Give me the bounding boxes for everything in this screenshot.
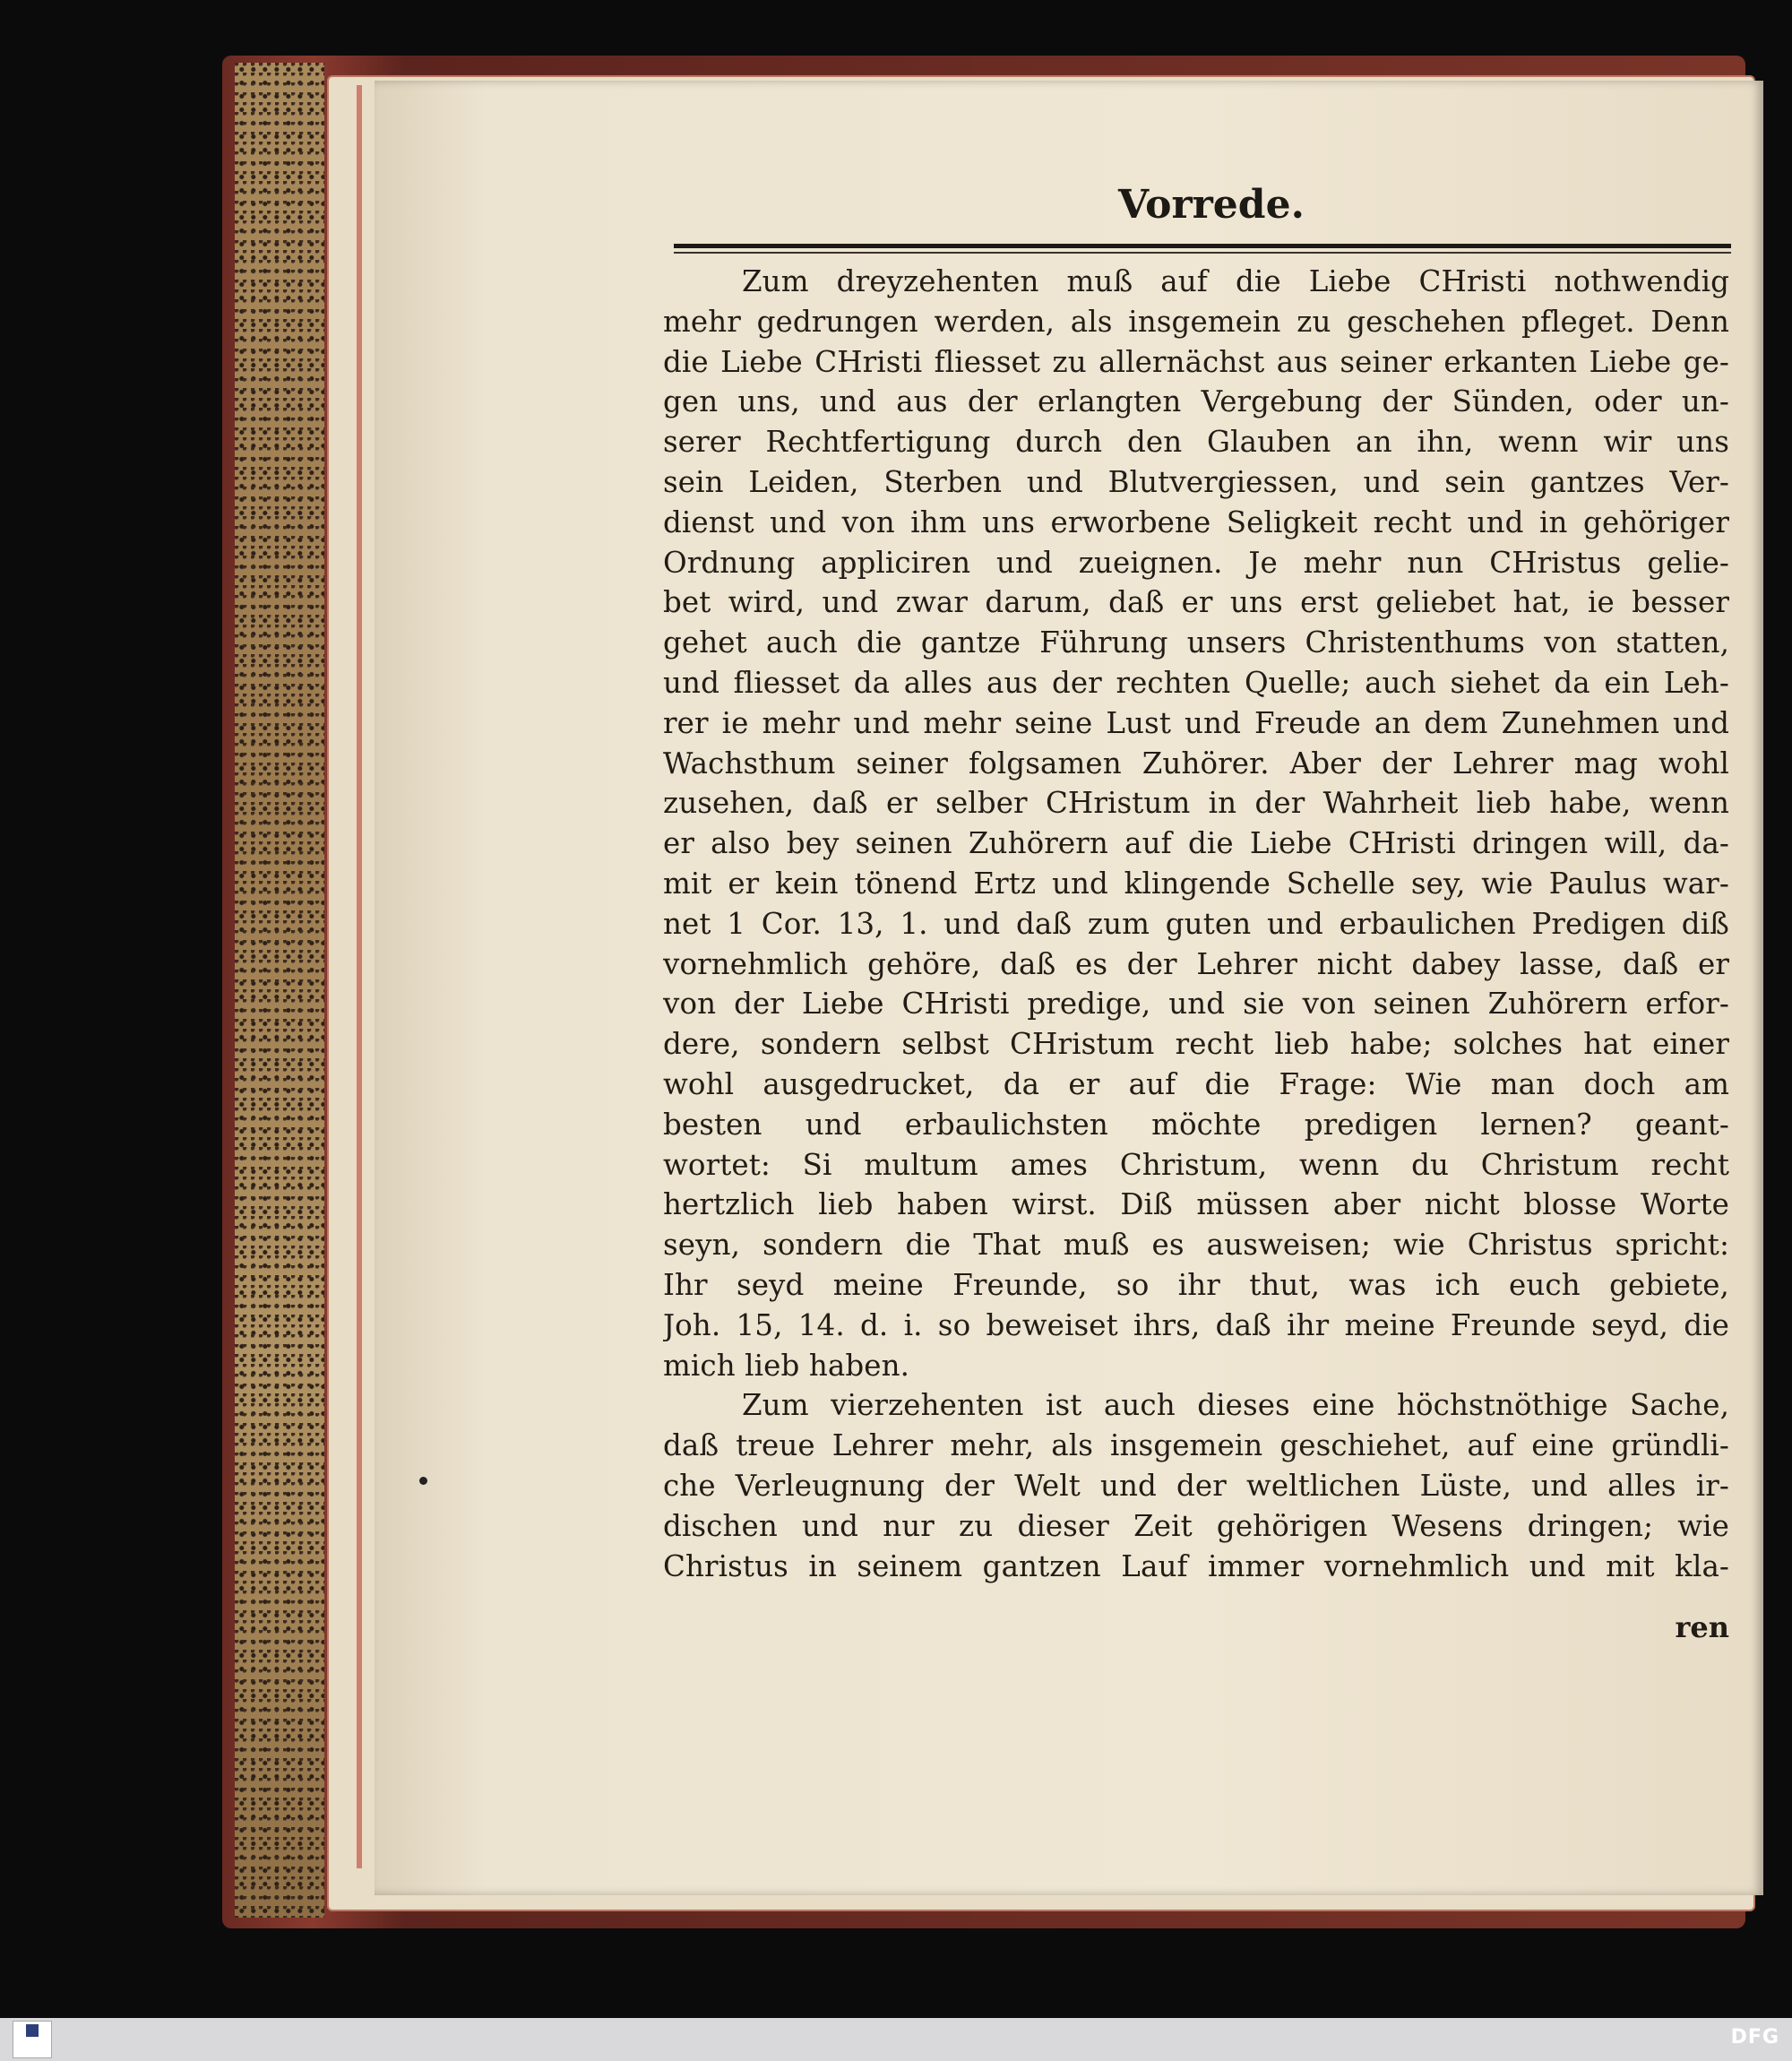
body-text <box>663 262 1729 1586</box>
red-page-edge <box>357 85 362 1868</box>
text-line: bet wird, und zwar darum, daß er uns erst geliebet hat, ie besser <box>663 585 1729 620</box>
text-line: Wachsthum seiner folgsamen Zuhörer. Aber der Lehrer mag wohl <box>663 746 1729 780</box>
text-line: zusehen, daß er selber CHristum in der Wahrheit lieb habe, wenn <box>663 786 1729 821</box>
running-head: Vorrede. <box>1118 182 1305 228</box>
dfg-logo[interactable]: DFG <box>1730 2026 1779 2048</box>
library-logo-icon[interactable] <box>13 2021 52 2058</box>
text-line: mit er kein tönend Ertz und klingende Schelle sey, wie Paulus war- <box>663 866 1729 901</box>
text-line: rer ie mehr und mehr seine Lust und Freude an dem Zunehmen und <box>663 705 1729 740</box>
text-line: gen uns, und aus der erlangten Vergebung der Sünden, oder un- <box>663 384 1729 419</box>
text-line: Zum vierzehenten ist auch dieses eine höchstnöthige Sache, <box>742 1388 1729 1423</box>
text-line: die Liebe CHristi fliesset zu allernächst aus seiner erkanten Liebe ge- <box>663 344 1729 379</box>
text-line: dischen und nur zu dieser Zeit gehörigen Wesens dringen; wie <box>663 1508 1729 1543</box>
text-line: Ordnung appliciren und zueignen. Je mehr nun CHristus gelie- <box>663 545 1729 580</box>
marbled-spine <box>235 63 324 1918</box>
text-line: er also bey seinen Zuhörern auf die Liebe CHristi dringen will, da- <box>663 826 1729 861</box>
catchword: ren <box>1675 1610 1729 1644</box>
text-line: wortet: Si multum ames Christum, wenn du Christum recht <box>663 1147 1729 1182</box>
text-line: hertzlich lieb haben wirst. Diß müssen aber nicht blosse Worte <box>663 1187 1729 1222</box>
text-line: Ihr seyd meine Freunde, so ihr thut, was ich euch gebiete, <box>663 1267 1729 1302</box>
text-line: Joh. 15, 14. d. i. so beweiset ihrs, daß ihr meine Freunde seyd, die <box>663 1307 1729 1342</box>
text-line: von der Liebe CHristi predige, und sie von seinen Zuhörern erfor- <box>663 987 1729 1022</box>
logo-mark-icon <box>26 2024 39 2037</box>
text-line: Zum dreyzehenten muß auf die Liebe CHristi nothwendig <box>742 264 1729 298</box>
text-line: dere, sondern selbst CHristum recht lieb habe; solches hat einer <box>663 1027 1729 1062</box>
text-line: serer Rechtfertigung durch den Glauben an ihn, wenn wir uns <box>663 425 1729 460</box>
text-line: dienst und von ihm uns erworbene Seligkeit recht und in gehöriger <box>663 504 1729 539</box>
text-line: gehet auch die gantze Führung unsers Christenthums von statten, <box>663 625 1729 660</box>
ink-speck <box>419 1477 427 1485</box>
text-line: und fliesset da alles aus der rechten Quelle; auch siehet da ein Leh- <box>663 665 1729 700</box>
viewer-footer-bar <box>0 2018 1792 2061</box>
text-line: mehr gedrungen werden, als insgemein zu geschehen pfleget. Denn <box>663 304 1729 339</box>
header-rule <box>674 244 1731 248</box>
text-line: mich lieb haben. <box>663 1348 910 1383</box>
header-rule-thin <box>674 252 1731 254</box>
text-line: che Verleugnung der Welt und der weltlichen Lüste, und alles ir- <box>663 1468 1729 1503</box>
text-line: Christus in seinem gantzen Lauf immer vornehmlich und mit kla- <box>663 1548 1729 1583</box>
text-line: sein Leiden, Sterben und Blutvergiessen, und sein gantzes Ver- <box>663 464 1729 499</box>
text-line: seyn, sondern die That muß es ausweisen; wie Christus spricht: <box>663 1228 1729 1263</box>
text-line: daß treue Lehrer mehr, als insgemein geschiehet, auf eine gründli- <box>663 1428 1729 1463</box>
text-line: wohl ausgedrucket, da er auf die Frage: Wie man doch am <box>663 1066 1729 1101</box>
text-line: besten und erbaulichsten möchte predigen lernen? geant- <box>663 1107 1729 1142</box>
text-line: vornehmlich gehöre, daß es der Lehrer nicht dabey lasse, daß er <box>663 946 1729 981</box>
text-line: net 1 Cor. 13, 1. und daß zum guten und erbaulichen Predigen diß <box>663 906 1729 941</box>
